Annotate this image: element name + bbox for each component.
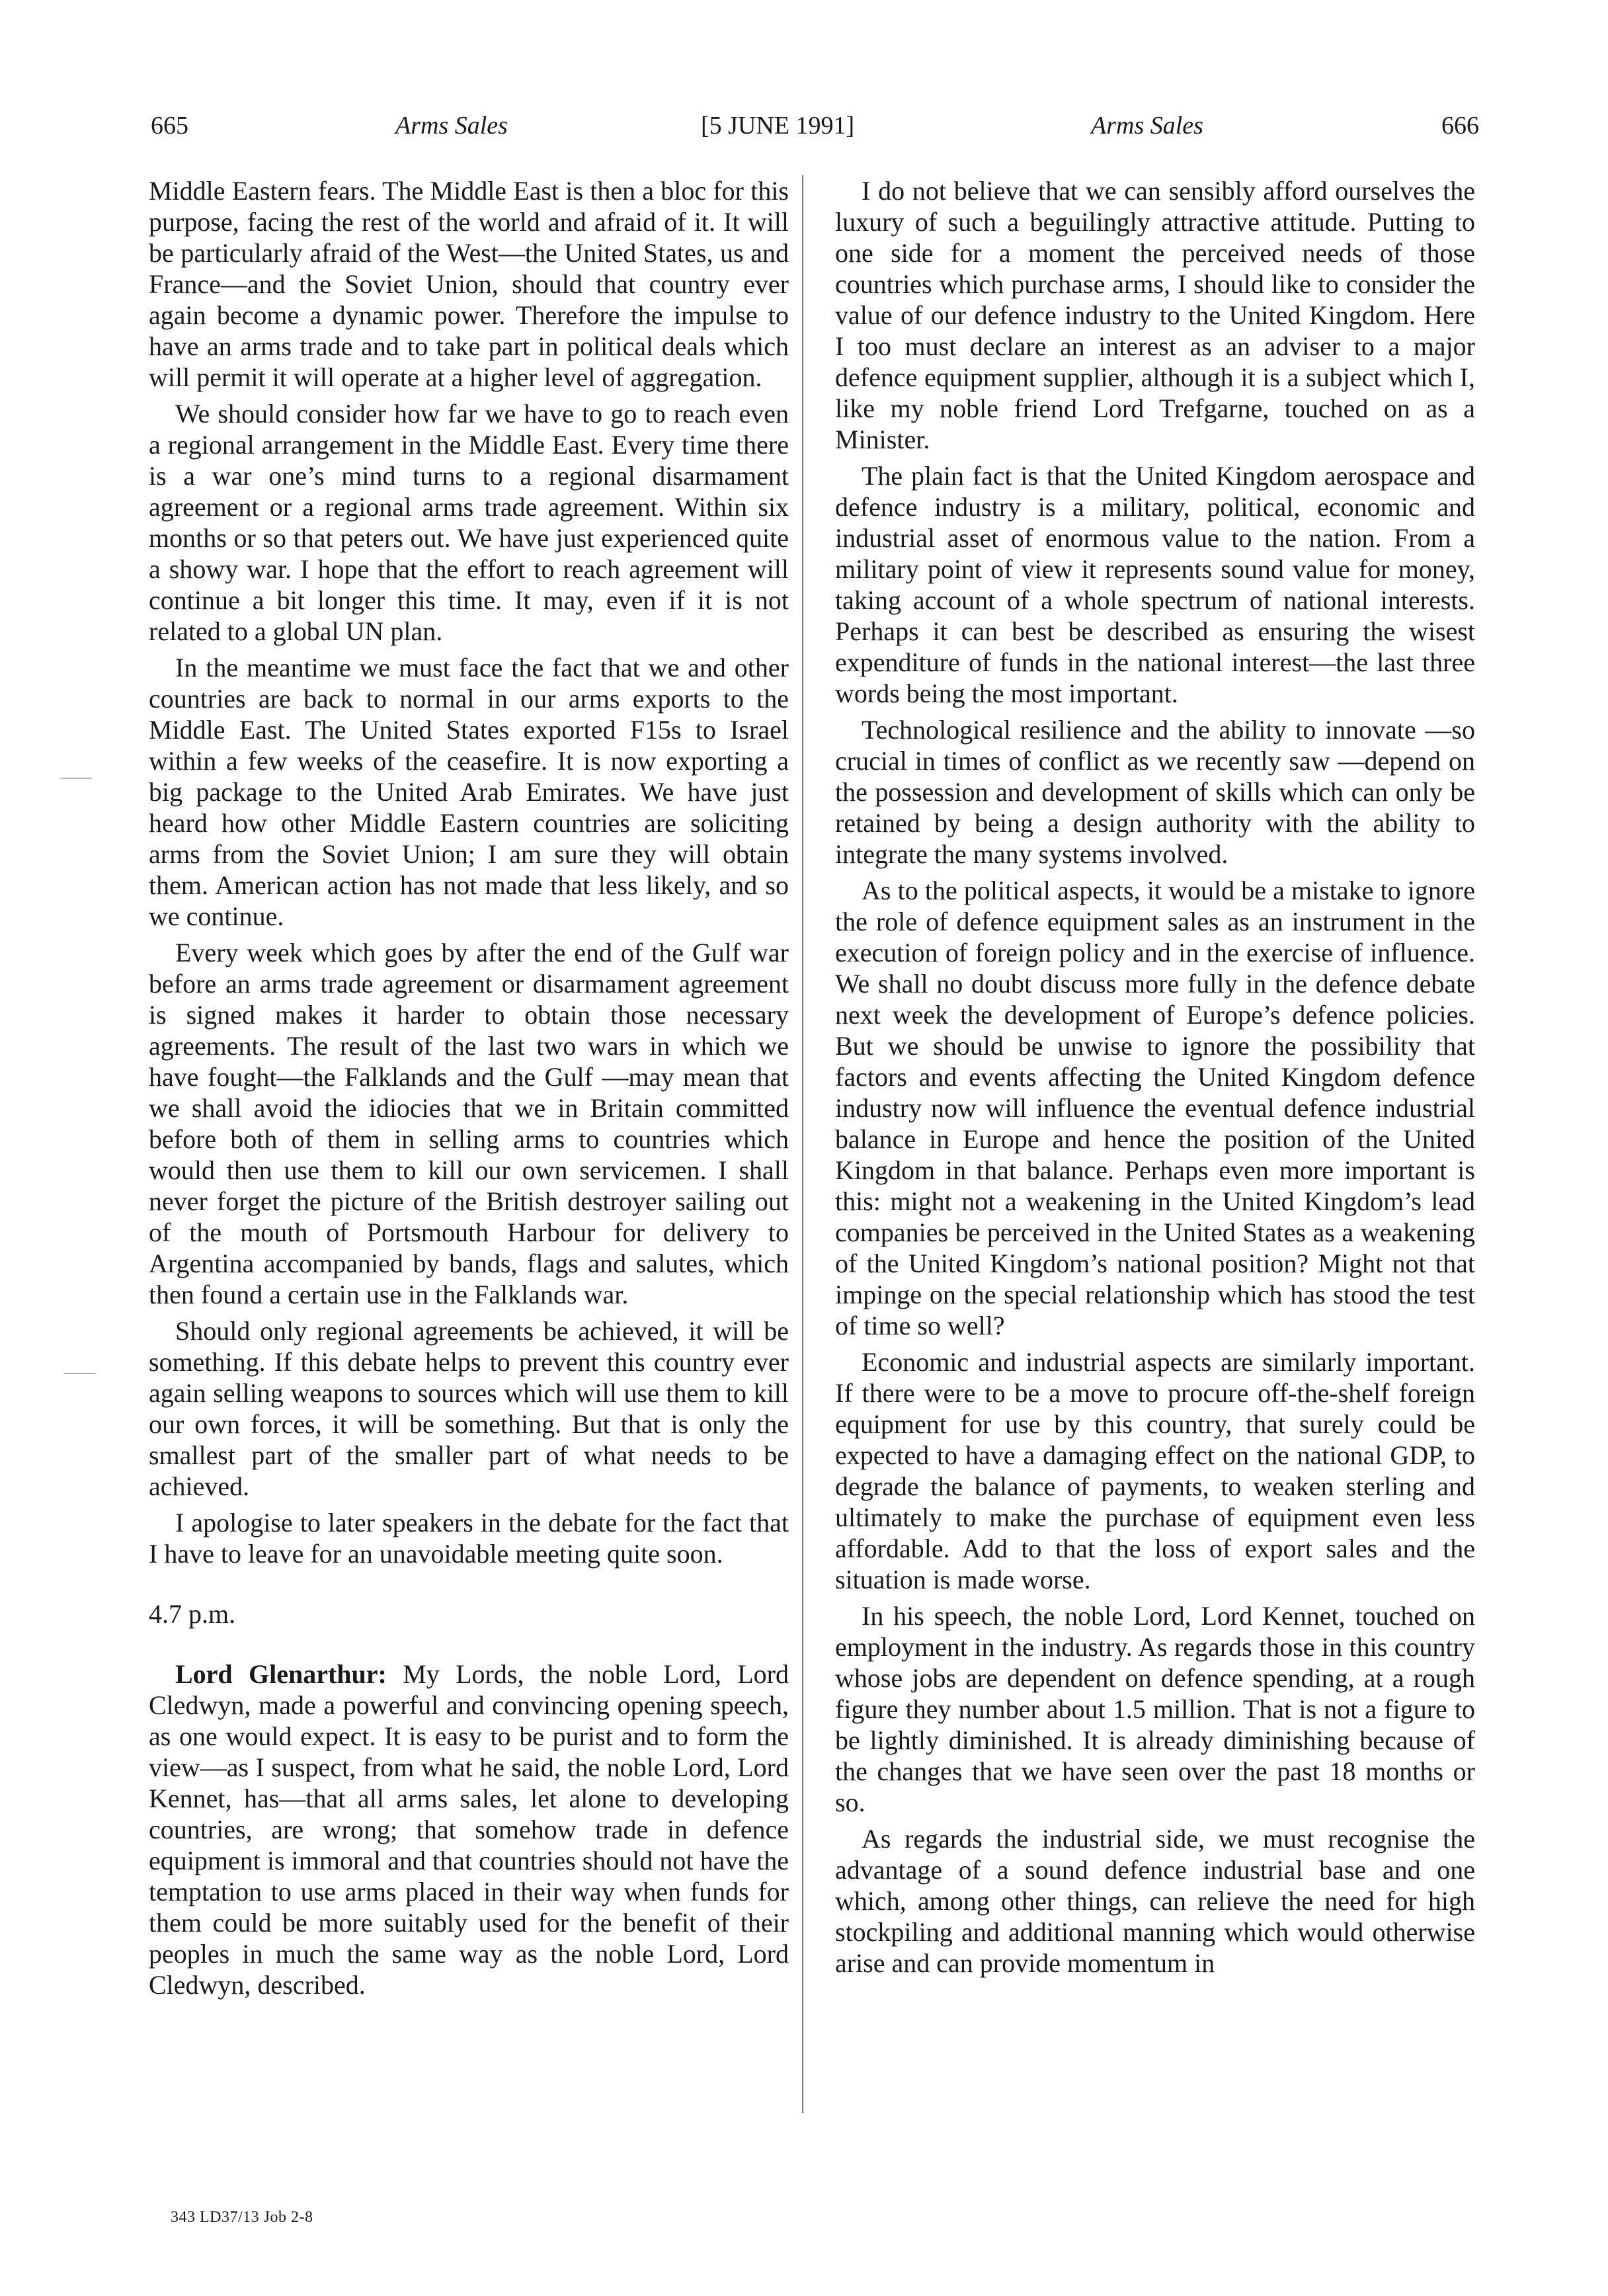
paragraph: Every week which goes by after the end of the Gulf war before an arms trade agreement or disarmament agreement is signed makes it harder to obtain those necessary agreements. The result of the last two wars in which we have fought—the Falklands and the Gulf —may mean that we shall avoid the idiocies that we in Britain committed before both of them in selling arms to countries which would then use them to kill our own servicemen. I shall never forget the picture of the British destroyer sailing out of the mouth of Portsmouth Harbour for delivery to Argentina accompanied by bands, flags and salutes, which then found a certain use in the Falklands war. <box>149 938 789 1309</box>
paragraph: As to the political aspects, it would be a mistake to ignore the role of defence equipment sales as an instrument in the execution of foreign policy and in the exercise of influence. We shall no doubt discuss more fully in the defence debate next week the development of Europe’s defence policies. But we should be unwise to ignore the possibility that factors and events affecting the United Kingdom defence industry now will influence the eventual defence industrial balance in Europe and hence the position of the United Kingdom in that balance. Perhaps even more important is this: might not a weakening in the United Kingdom’s lead companies be perceived in the United States as a weakening of the United Kingdom’s national position? Might not that impinge on the special relationship which has stood the test of time so well? <box>835 876 1475 1340</box>
paragraph: We should consider how far we have to go to reach even a regional arrangement in the Middle East. Every time there is a war one’s mind turns to a regional disarmament agreement or a regional arms trade agreement. Within six months or so that peters out. We have just experienced quite a showy war. I hope that the effort to reach agreement will continue a bit longer this time. It may, even if it is not related to a global UN plan. <box>149 399 789 646</box>
paragraph: Economic and industrial aspects are similarly important. If there were to be a move to procure off-the-shelf foreign equipment for use by this country, that surely could be expected to have a damaging effect on the national GDP, to degrade the balance of payments, to weaken sterling and ultimately to make the purchase of equipment even less affordable. Add to that the loss of export sales and the situation is made worse. <box>835 1347 1475 1594</box>
speech-text: My Lords, the noble Lord, Lord Cledwyn, made a powerful and convincing opening speech, as one would expect. It is easy to be purist and to form the view—as I suspect, from what he said, the noble Lord, Lord Kennet, has—that all arms sales, let alone to developing countries, are wrong; that somehow trade in defence equipment is immoral and that countries should not have the temptation to use arms placed in their way when funds for them could be more suitably used for the benefit of their peoples in much the same way as the noble Lord, Lord Cledwyn, described. <box>149 1659 789 2000</box>
right-page-number: 666 <box>1441 112 1479 140</box>
column-divider <box>802 175 803 2113</box>
paragraph: As regards the industrial side, we must recognise the advantage of a sound defence industrial base and one which, among other things, can relieve the need for high stockpiling and additional manning which would otherwise arise and can provide momentum in <box>835 1824 1475 1978</box>
paragraph: Middle Eastern fears. The Middle East is then a bloc for this purpose, facing the rest of the world and afraid of it. It will be particularly afraid of the West—the United States, us and France—and the Soviet Union, should that country ever again become a dynamic power. Therefore the impulse to have an arms trade and to take part in political deals which will permit it will operate at a higher level of aggregation. <box>149 176 789 392</box>
paragraph: In his speech, the noble Lord, Lord Kennet, touched on employment in the industry. As regards those in this country whose jobs are dependent on defence spending, at a rough figure they number about 1.5 million. That is not a figure to be lightly diminished. It is already diminishing because of the changes that we have seen over the past 18 months or so. <box>835 1601 1475 1817</box>
header-date: [5 JUNE 1991] <box>701 112 855 140</box>
paragraph: I do not believe that we can sensibly afford ourselves the luxury of such a beguilingly attractive attitude. Putting to one side for a moment the perceived needs of those countries which purchase arms, I should like to consider the value of our defence industry to the United Kingdom. Here I too must declare an interest as an adviser to a major defence equipment supplier, although it is a subject which I, like my noble friend Lord Trefgarne, touched on as a Minister. <box>835 176 1475 454</box>
running-header <box>0 111 1608 151</box>
left-column <box>149 175 789 2000</box>
margin-mark: ⸺ <box>60 766 93 788</box>
speech-paragraph <box>149 1659 789 2000</box>
paragraph: In the meantime we must face the fact that we and other countries are back to normal in our arms exports to the Middle East. The United States exported F15s to Israel within a few weeks of the ceasefire. It is now exporting a big package to the United Arab Emirates. We have just heard how other Middle Eastern countries are soliciting arms from the Soviet Union; I am sure they will obtain them. American action has not made that less likely, and so we continue. <box>149 653 789 931</box>
time-marker: 4.7 p.m. <box>149 1599 236 1629</box>
right-running-title: Arms Sales <box>1091 112 1203 140</box>
speaker-name: Lord Glenarthur: <box>175 1659 387 1689</box>
paragraph: Technological resilience and the ability to innovate —so crucial in times of conflict as we recently saw —depend on the possession and development of skills which can only be retained by being a design authority with the ability to integrate the many systems involved. <box>835 715 1475 869</box>
paragraph: Should only regional agreements be achieved, it will be something. If this debate helps to prevent this country ever again selling weapons to sources which will use them to kill our own forces, it will be something. But that is only the smallest part of the smaller part of what needs to be achieved. <box>149 1316 789 1501</box>
paragraph: I apologise to later speakers in the debate for the fact that I have to leave for an unavoidable meeting quite soon. <box>149 1508 789 1569</box>
left-running-title: Arms Sales <box>395 112 508 140</box>
print-code: 343 LD37/13 Job 2-8 <box>171 2209 313 2226</box>
margin-mark: ⸺ <box>63 1362 97 1383</box>
paragraph: The plain fact is that the United Kingdom aerospace and defence industry is a military, political, economic and industrial asset of enormous value to the nation. From a military point of view it represents sound value for money, taking account of a whole spectrum of national interests. Perhaps it can best be described as ensuring the wisest expenditure of funds in the national interest—the last three words being the most important. <box>835 461 1475 708</box>
left-page-number: 665 <box>151 112 188 140</box>
right-column <box>835 175 1475 1979</box>
